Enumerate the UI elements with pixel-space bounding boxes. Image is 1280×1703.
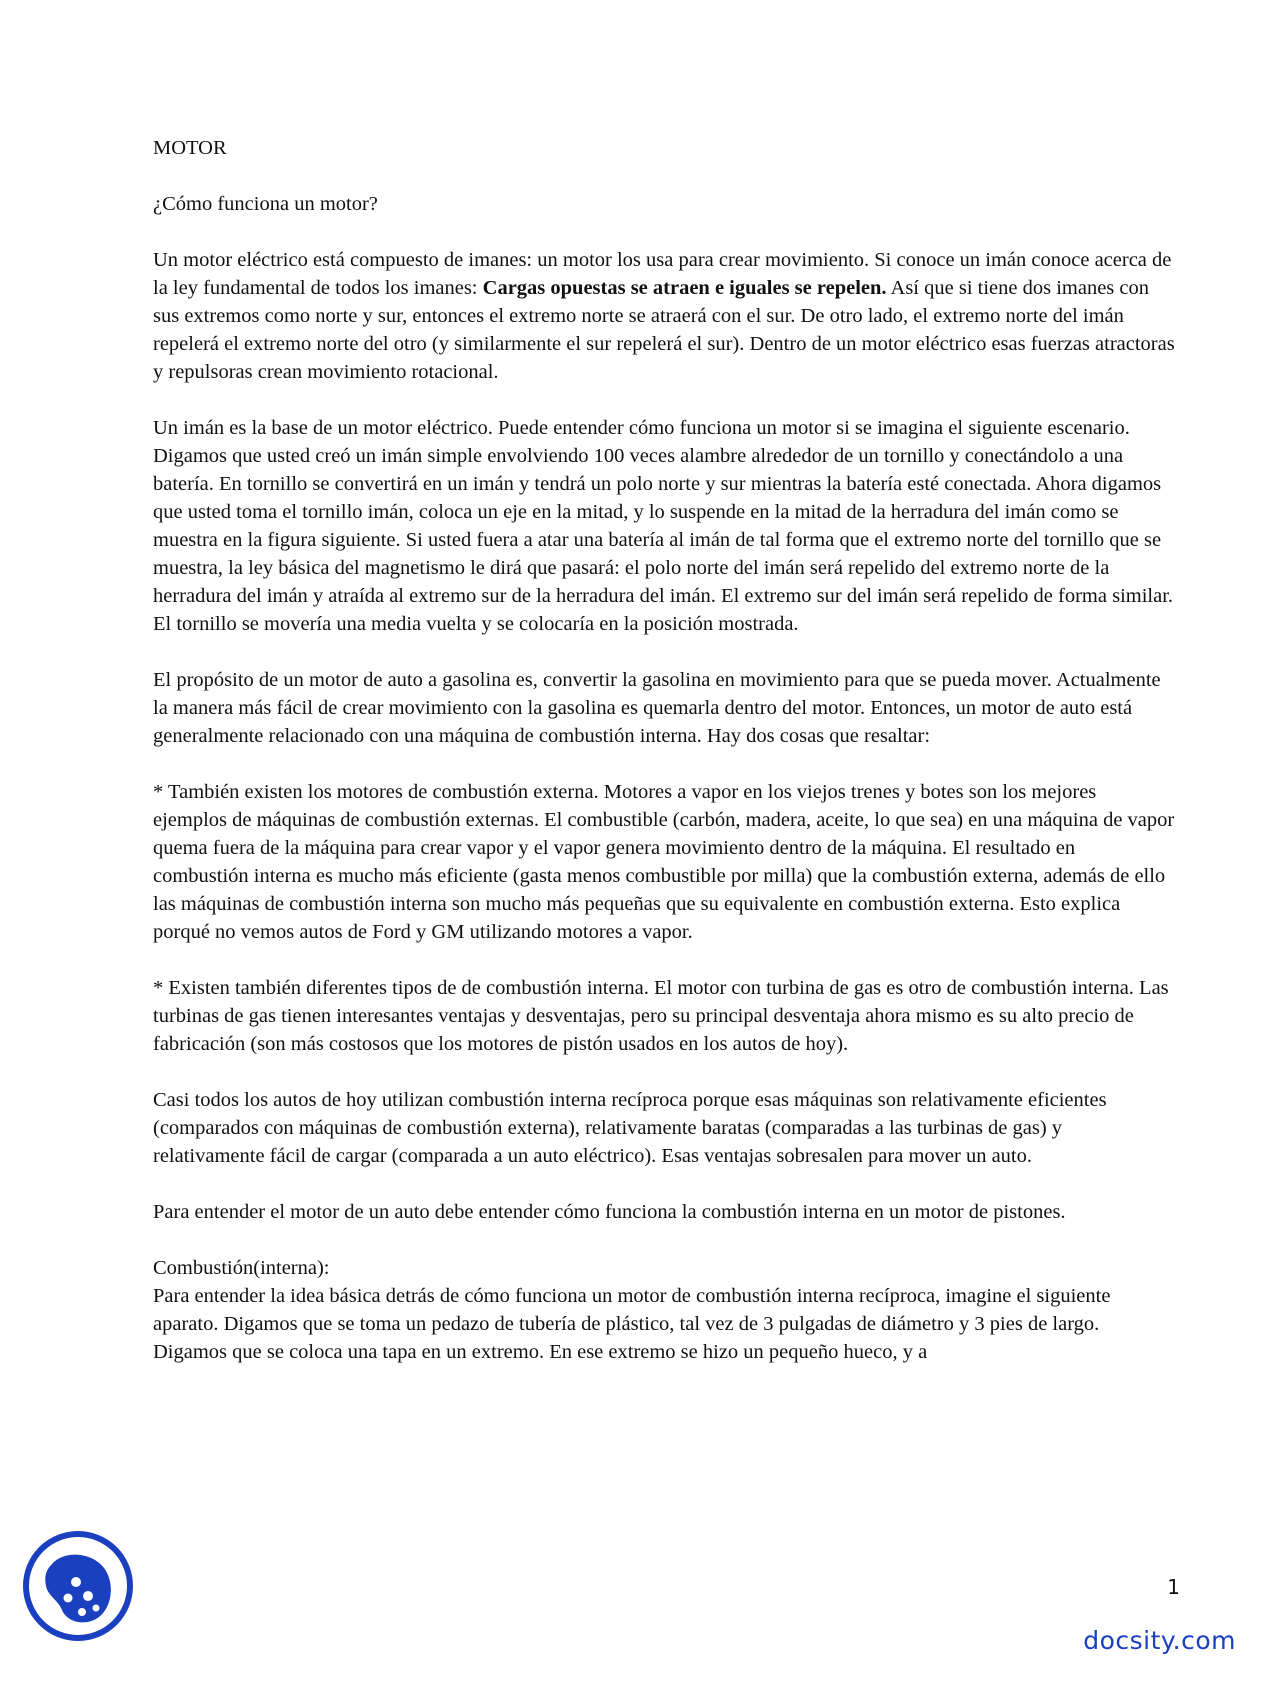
paragraph-3: El propósito de un motor de auto a gasolina es, convertir la gasolina en movimiento para que se pueda mover. Actualmente la manera más fácil de crear movimiento con la gasolina es quemarla dentro del motor. Entonces, un motor de auto está generalmente relacionado con una máquina de combustión interna. Hay dos cosas que resaltar: (153, 669, 1161, 747)
paragraph-6: Casi todos los autos de hoy utilizan combustión interna recíproca porque esas máquinas son relativamente eficientes (comparados con máquinas de combustión externa), relativamente baratas (comparadas a las turbinas de gas) y relativamente fácil de cargar (comparada a un auto eléctrico). Esas ventajas sobresalen para mover un auto. (153, 1089, 1107, 1167)
logo-graphic (22, 1530, 134, 1642)
document-question: ¿Cómo funciona un motor? (153, 193, 378, 215)
paragraph-2: Un imán es la base de un motor eléctrico. Puede entender cómo funciona un motor si se imagina el siguiente escenario. Digamos que usted creó un imán simple envolviendo 100 veces alambre alrededor de un tornillo y conectándolo a una batería. En tornillo se convertirá en un imán y tendrá un polo norte y sur mientras la batería esté conectada. Ahora digamos que usted toma el tornillo imán, coloca un eje en la mitad, y lo suspende en la mitad de la herradura del imán como se muestra en la figura siguiente. Si usted fuera a atar una batería al imán de tal forma que el extremo norte del tornillo que se muestra, la ley básica del magnetismo le dirá que pasará: el polo norte del imán será repelido del extremo norte de la herradura del imán y atraída al extremo sur de la herradura del imán. El extremo sur del imán será repelido de forma similar. El tornillo se movería una media vuelta y se colocaría en la posición mostrada. (153, 417, 1174, 635)
section-subheading: Combustión(interna): (153, 1257, 330, 1279)
paragraph-1-text-b: Así que si tiene dos imanes con sus extremos como norte y sur, entonces el extremo norte se atraerá con el sur. De otro lado, el extremo norte del imán repelerá el extremo norte del otro (y similarmente el sur repelerá el sur). Dentro de un motor eléctrico esas fuerzas atractoras y repulsoras crean movimiento rotacional. (153, 277, 1175, 383)
paragraph-8: Para entender la idea básica detrás de cómo funciona un motor de combustión interna recíproca, imagine el siguiente aparato. Digamos que se toma un pedazo de tubería de plástico, tal vez de 3 pulgadas de diámetro y 3 pies de largo. Digamos que se coloca una tapa en un extremo. En ese extremo se hizo un pequeño hueco, y a (153, 1285, 1111, 1363)
document-title: MOTOR (153, 137, 227, 159)
paragraph-4: * También existen los motores de combustión externa. Motores a vapor en los viejos trenes y botes son los mejores ejemplos de máquinas de combustión externas. El combustible (carbón, madera, aceite, lo que sea) en una máquina de vapor quema fuera de la máquina para crear vapor y el vapor genera movimiento dentro de la máquina. El resultado en combustión interna es mucho más eficiente (gasta menos combustible por milla) que la combustión externa, además de ello las máquinas de combustión interna son mucho más pequeñas que su equivalente en combustión externa. Esto explica porqué no vemos autos de Ford y GM utilizando motores a vapor. (153, 781, 1175, 943)
paragraph-7: Para entender el motor de un auto debe entender cómo funciona la combustión interna en un motor de pistones. (153, 1201, 1066, 1223)
document-body (153, 134, 1175, 1394)
paragraph-1 (153, 246, 1175, 386)
bold-law-text: Cargas opuestas se atraen e iguales se repelen. (482, 277, 887, 299)
brand-link[interactable]: docsity.com (1083, 1626, 1236, 1655)
docsity-logo-icon[interactable] (22, 1530, 134, 1642)
paragraph-5: * Existen también diferentes tipos de de combustión interna. El motor con turbina de gas es otro de combustión interna. Las turbinas de gas tienen interesantes ventajas y desventajas, pero su principal desventaja ahora mismo es su alto precio de fabricación (son más costosos que los motores de pistón usados en los autos de hoy). (153, 977, 1169, 1055)
paragraph-1-text-a: Un motor eléctrico está compuesto de imanes: un motor los usa para crear movimiento. Si conoce un imán conoce acerca de la ley fundamental de todos los imanes: (153, 249, 1172, 299)
page-number: 1 (1167, 1575, 1180, 1599)
